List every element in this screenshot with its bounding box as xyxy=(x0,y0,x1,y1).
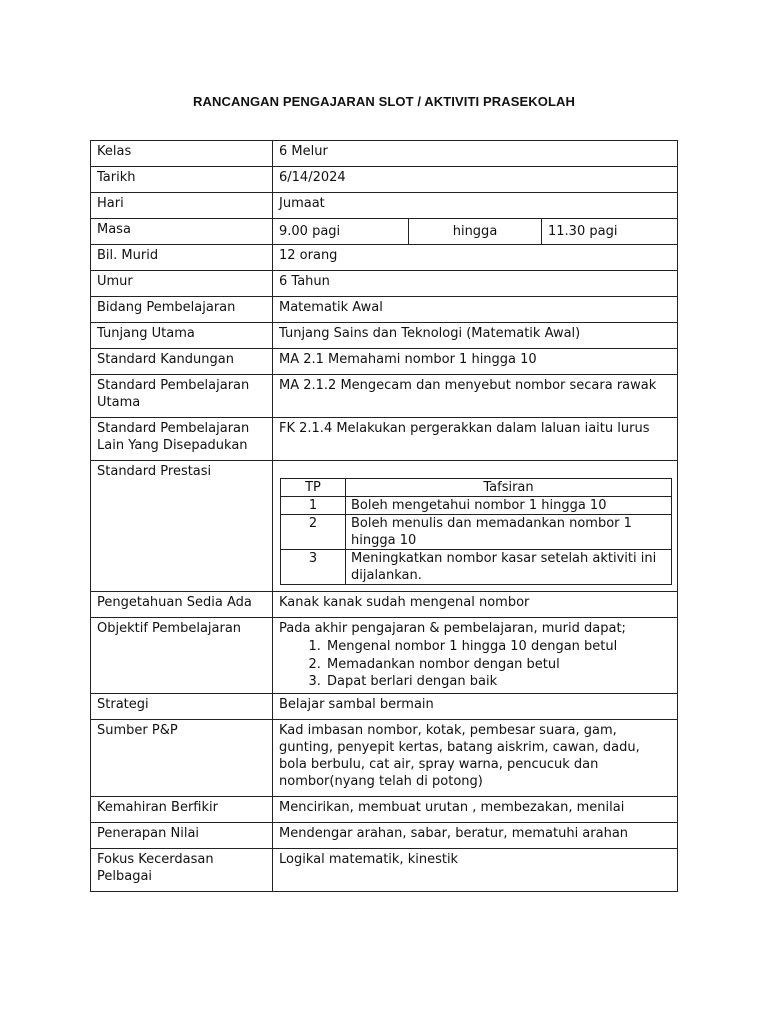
list-item: 3. Dapat berlari dengan baik xyxy=(325,673,671,691)
value-kelas: 6 Melur xyxy=(273,141,678,167)
prestasi-tafsiran: Boleh mengetahui nombor 1 hingga 10 xyxy=(346,497,672,515)
document-title: RANCANGAN PENGAJARAN SLOT / AKTIVITI PRASEKOLAH xyxy=(193,94,575,109)
row-masa xyxy=(91,219,678,245)
value-hari: Jumaat xyxy=(273,193,678,219)
label-pengetahuan: Pengetahuan Sedia Ada xyxy=(91,592,273,618)
label-std-kandungan: Standard Kandungan xyxy=(91,349,273,375)
value-pengetahuan: Kanak kanak sudah mengenal nombor xyxy=(273,592,678,618)
label-std-prestasi: Standard Prestasi xyxy=(91,461,273,592)
row-tarikh xyxy=(91,167,678,193)
masa-start: 9.00 pagi xyxy=(279,224,341,239)
prestasi-tafsiran: Boleh menulis dan memadankan nombor 1 hingga 10 xyxy=(346,515,672,550)
label-nilai: Penerapan Nilai xyxy=(91,822,273,848)
label-umur: Umur xyxy=(91,271,273,297)
row-kelas xyxy=(91,141,678,167)
row-pengetahuan xyxy=(91,592,678,618)
label-sumber: Sumber P&P xyxy=(91,719,273,796)
label-std-utama: Standard Pembelajaran Utama xyxy=(91,375,273,418)
value-objektif xyxy=(273,618,678,694)
prestasi-tafsiran: Meningkatkan nombor kasar setelah aktiviti ini dijalankan. xyxy=(346,550,672,585)
prestasi-tp: 1 xyxy=(281,497,346,515)
row-strategi xyxy=(91,693,678,719)
label-masa: Masa xyxy=(91,219,273,245)
prestasi-header-tp: TP xyxy=(281,479,346,497)
label-std-lain: Standard Pembelajaran Lain Yang Disepadukan xyxy=(91,418,273,461)
value-masa xyxy=(273,219,678,245)
row-umur xyxy=(91,271,678,297)
prestasi-row xyxy=(281,515,672,550)
label-strategi: Strategi xyxy=(91,693,273,719)
prestasi-tp: 3 xyxy=(281,550,346,585)
value-bidang: Matematik Awal xyxy=(273,297,678,323)
prestasi-table xyxy=(280,478,672,585)
label-fokus: Fokus Kecerdasan Pelbagai xyxy=(91,848,273,891)
value-tunjang: Tunjang Sains dan Teknologi (Matematik Awal) xyxy=(273,323,678,349)
label-kelas: Kelas xyxy=(91,141,273,167)
row-objektif xyxy=(91,618,678,694)
prestasi-row xyxy=(281,497,672,515)
prestasi-tp: 2 xyxy=(281,515,346,550)
masa-end: 11.30 pagi xyxy=(542,219,678,244)
masa-separator: hingga xyxy=(409,219,542,244)
list-item: 2. Memadankan nombor dengan betul xyxy=(325,656,671,674)
value-bil-murid: 12 orang xyxy=(273,245,678,271)
row-bil-murid xyxy=(91,245,678,271)
list-item: 1. Mengenal nombor 1 hingga 10 dengan betul xyxy=(325,638,671,656)
label-objektif: Objektif Pembelajaran xyxy=(91,618,273,694)
label-tarikh: Tarikh xyxy=(91,167,273,193)
prestasi-row xyxy=(281,550,672,585)
row-std-utama xyxy=(91,375,678,418)
masa-subtable xyxy=(273,219,677,244)
row-bidang xyxy=(91,297,678,323)
value-std-kandungan: MA 2.1 Memahami nombor 1 hingga 10 xyxy=(273,349,678,375)
row-sumber xyxy=(91,719,678,796)
value-nilai: Mendengar arahan, sabar, beratur, mematuhi arahan xyxy=(273,822,678,848)
row-std-prestasi xyxy=(91,461,678,592)
value-fokus: Logikal matematik, kinestik xyxy=(273,848,678,891)
label-hari: Hari xyxy=(91,193,273,219)
value-std-utama: MA 2.1.2 Mengecam dan menyebut nombor secara rawak xyxy=(273,375,678,418)
prestasi-header-row xyxy=(281,479,672,497)
row-fokus xyxy=(91,848,678,891)
label-bidang: Bidang Pembelajaran xyxy=(91,297,273,323)
value-kemahiran: Mencirikan, membuat urutan , membezakan, menilai xyxy=(273,796,678,822)
row-nilai xyxy=(91,822,678,848)
objektif-list xyxy=(279,638,671,691)
row-tunjang xyxy=(91,323,678,349)
value-std-lain: FK 2.1.4 Melakukan pergerakkan dalam laluan iaitu lurus xyxy=(273,418,678,461)
row-std-kandungan xyxy=(91,349,678,375)
label-bil-murid: Bil. Murid xyxy=(91,245,273,271)
value-std-prestasi xyxy=(273,461,678,592)
value-tarikh: 6/14/2024 xyxy=(273,167,678,193)
prestasi-header-tafsiran: Tafsiran xyxy=(346,479,672,497)
lesson-plan-table xyxy=(90,140,678,892)
row-std-lain xyxy=(91,418,678,461)
value-sumber: Kad imbasan nombor, kotak, pembesar suara, gam, gunting, penyepit kertas, batang aiskrim, cawan, dadu, bola berbulu, cat air, spray warna, pencucuk dan nombor(nyang telah di potong) xyxy=(273,719,678,796)
label-kemahiran: Kemahiran Berfikir xyxy=(91,796,273,822)
label-tunjang: Tunjang Utama xyxy=(91,323,273,349)
objektif-intro: Pada akhir pengajaran & pembelajaran, murid dapat; xyxy=(279,621,626,636)
value-umur: 6 Tahun xyxy=(273,271,678,297)
row-kemahiran xyxy=(91,796,678,822)
value-strategi: Belajar sambal bermain xyxy=(273,693,678,719)
row-hari xyxy=(91,193,678,219)
